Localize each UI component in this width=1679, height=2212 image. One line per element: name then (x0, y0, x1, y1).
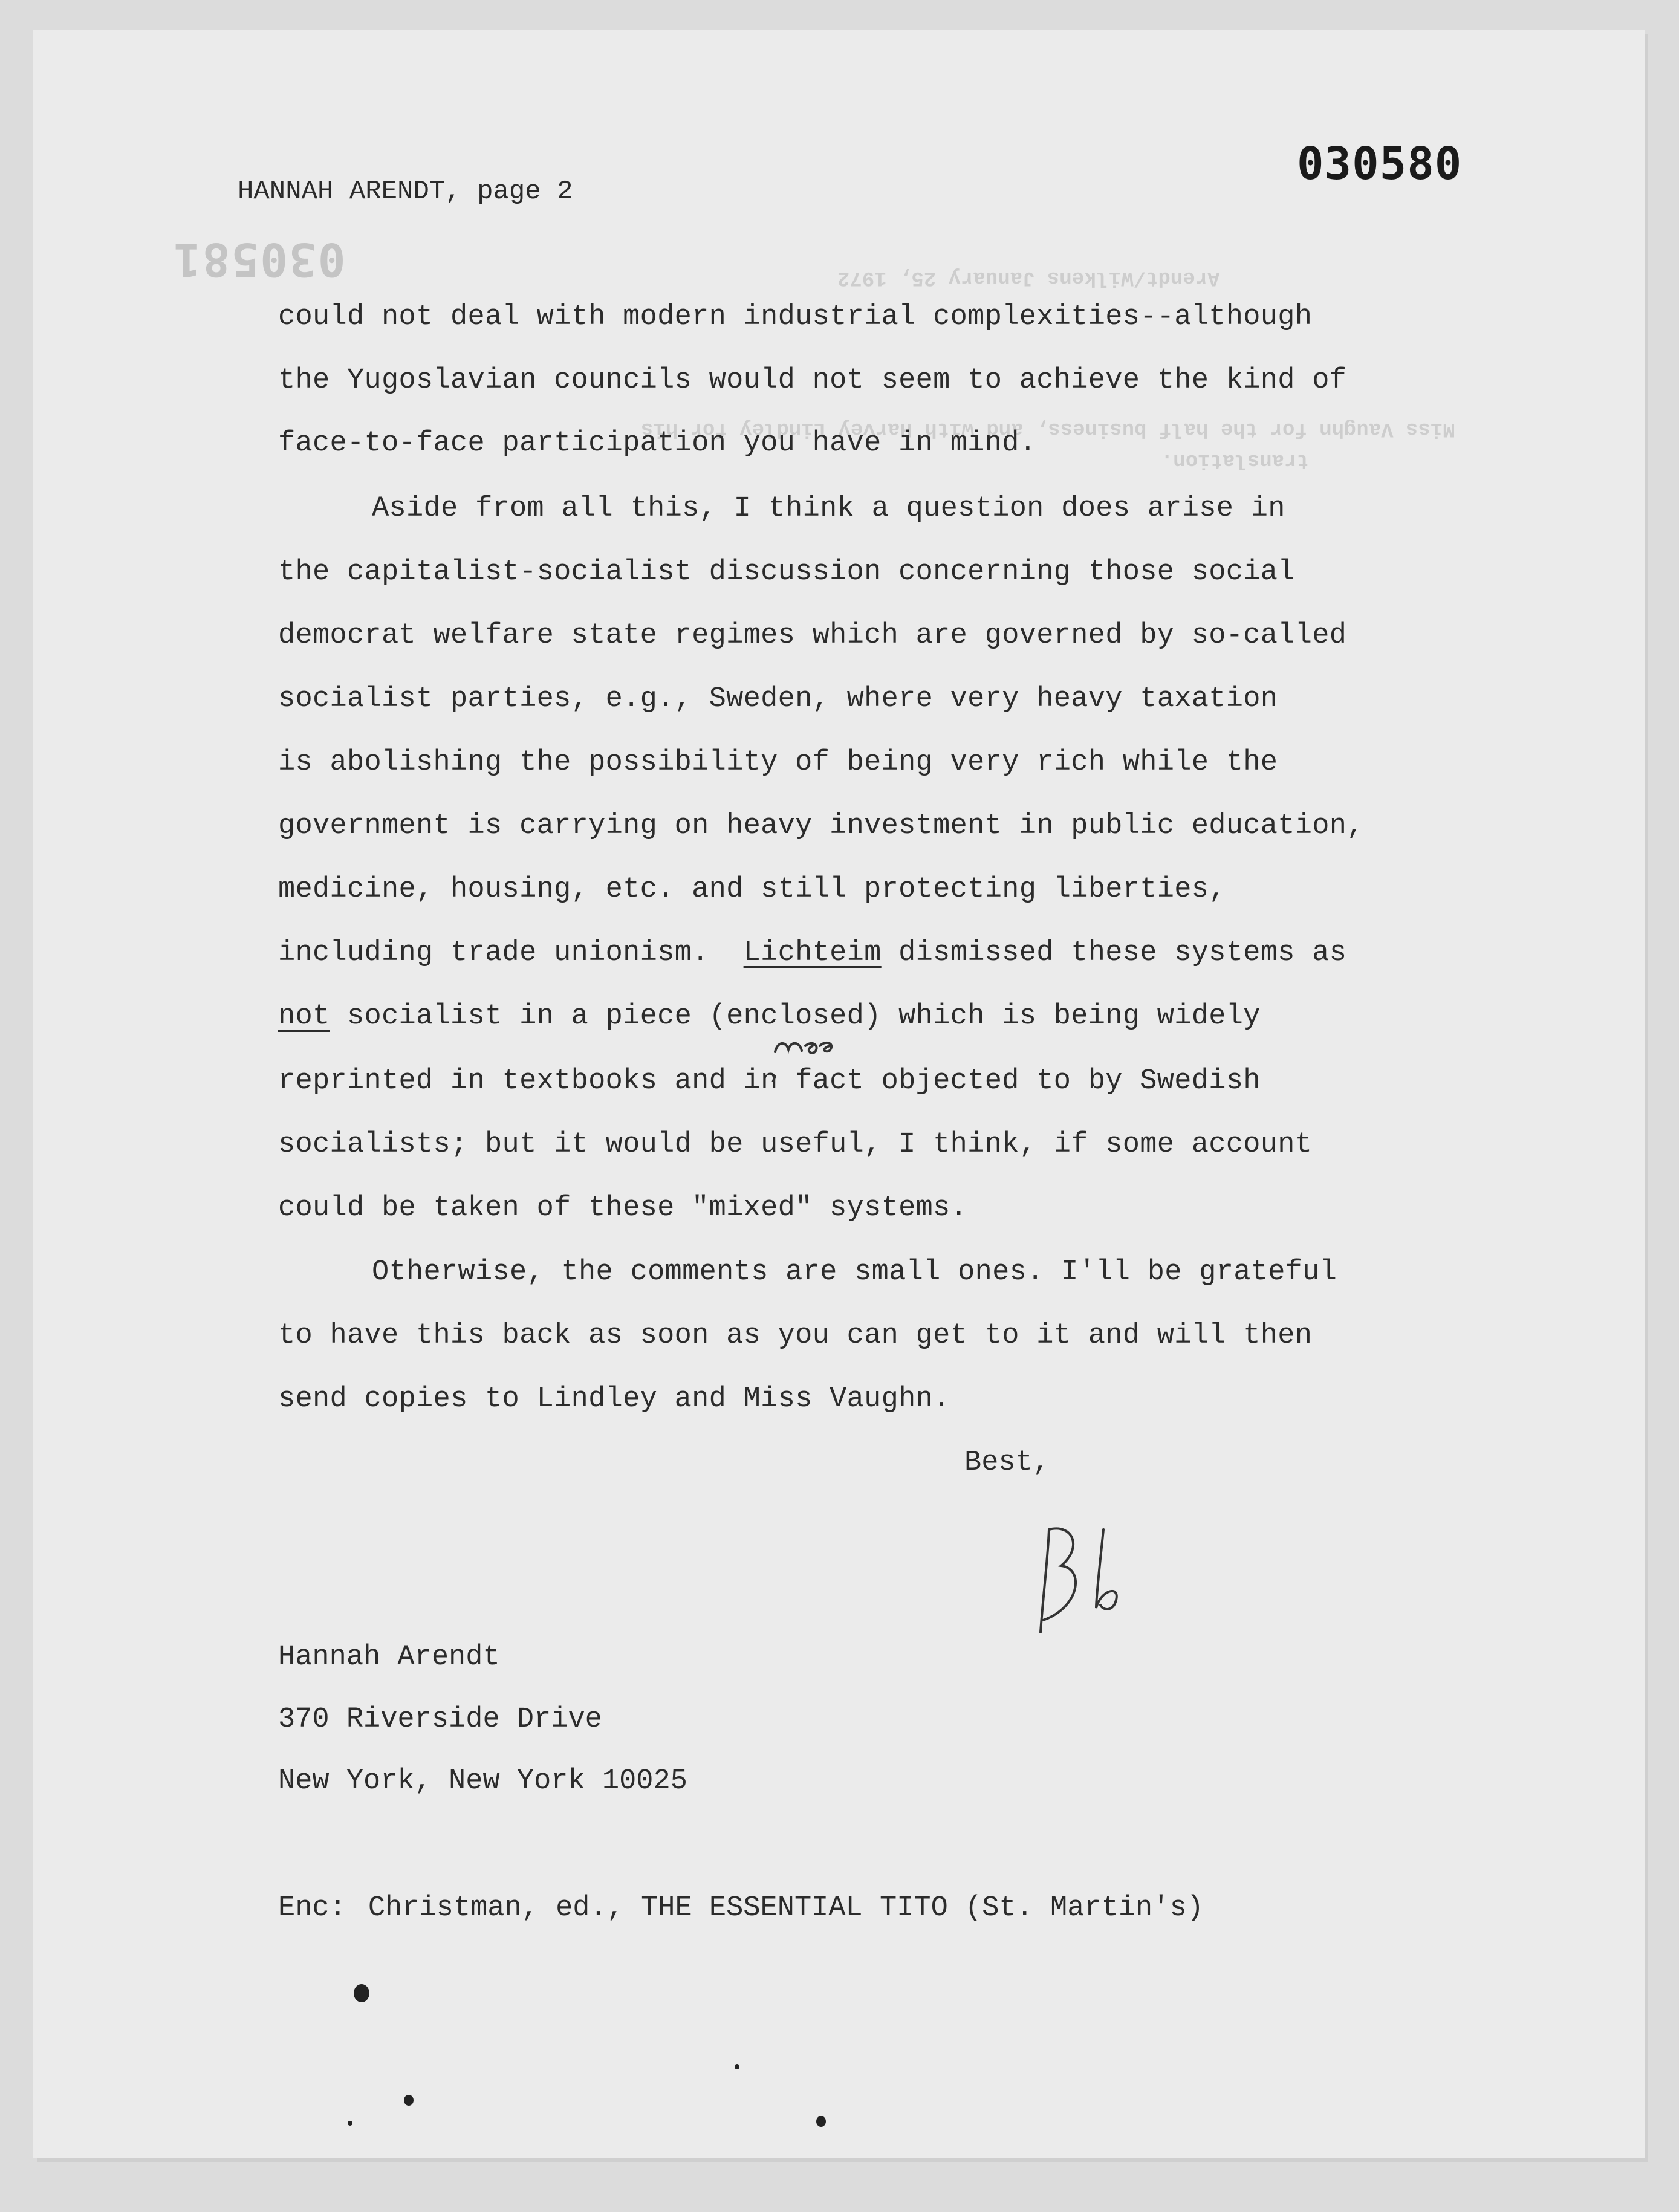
text-segment: reprinted in textbooks and (278, 1065, 744, 1097)
bleed-through-id: 030581 (172, 233, 346, 287)
handwritten-insertion (757, 1028, 848, 1082)
text-line: face-to-face participation you have in mind. (278, 427, 1037, 459)
closing: Best, (964, 1447, 1050, 1479)
text-line: democrat welfare state regimes which are governed by so-called (278, 620, 1347, 652)
text-segment: socialist in a piece (enclosed) which is being widely (330, 1001, 1261, 1033)
enclosure-label: Enc: (278, 1892, 346, 1924)
text-line: is abolishing the possibility of being very rich while the (278, 747, 1278, 779)
text-segment: in fact objected to by Swedish (743, 1065, 1261, 1097)
text-line: medicine, housing, etc. and still protecting liberties, (278, 874, 1226, 906)
signature-bob (1025, 1505, 1134, 1644)
ink-dot (404, 2095, 414, 2106)
ink-dot (816, 2116, 826, 2127)
underlined-word: not (278, 1001, 330, 1033)
text-line: could be taken of these "mixed" systems. (278, 1192, 968, 1224)
text-line: Otherwise, the comments are small ones. I'll be grateful (372, 1256, 1337, 1288)
recipient-street: 370 Riverside Drive (278, 1704, 602, 1736)
text-line: could not deal with modern industrial complexities--although (278, 301, 1313, 333)
document-id-stamp: 030580 (1297, 138, 1463, 190)
page-header: HANNAH ARENDT, page 2 (238, 177, 573, 207)
recipient-name: Hannah Arendt (278, 1641, 500, 1673)
bleed-through-line: translation. (1161, 449, 1309, 472)
enclosure-text: Christman, ed., THE ESSENTIAL TITO (St. Martin's) (368, 1892, 1204, 1924)
text-line: the capitalist-socialist discussion concerning those social (278, 556, 1295, 588)
bleed-through-line: Miss Vaughn for the half business, and with Harvey Lindley for his (641, 417, 1455, 440)
text-line: government is carrying on heavy investment in public education, (278, 810, 1364, 842)
ink-dot (348, 2121, 352, 2126)
text-line: Aside from all this, I think a question does arise in (372, 493, 1285, 525)
text-segment: including trade unionism. (278, 937, 744, 969)
underlined-name: Lichteim (743, 937, 882, 969)
enclosure-line (278, 1892, 1204, 1924)
recipient-city: New York, New York 10025 (278, 1765, 687, 1797)
text-line: socialists; but it would be useful, I think, if some account (278, 1129, 1313, 1161)
ink-dot (354, 1984, 369, 2002)
text-line: to have this back as soon as you can get to it and will then (278, 1320, 1313, 1352)
text-line: socialist parties, e.g., Sweden, where very heavy taxation (278, 683, 1278, 715)
text-line: the Yugoslavian councils would not seem to achieve the kind of (278, 365, 1347, 397)
bleed-through-line: Arendt/Wilkens January 25, 1972 (837, 266, 1220, 289)
text-line (278, 937, 1346, 969)
ink-dot (735, 2064, 739, 2069)
text-segment: dismissed these systems as (881, 937, 1347, 969)
text-line: send copies to Lindley and Miss Vaughn. (278, 1383, 950, 1415)
